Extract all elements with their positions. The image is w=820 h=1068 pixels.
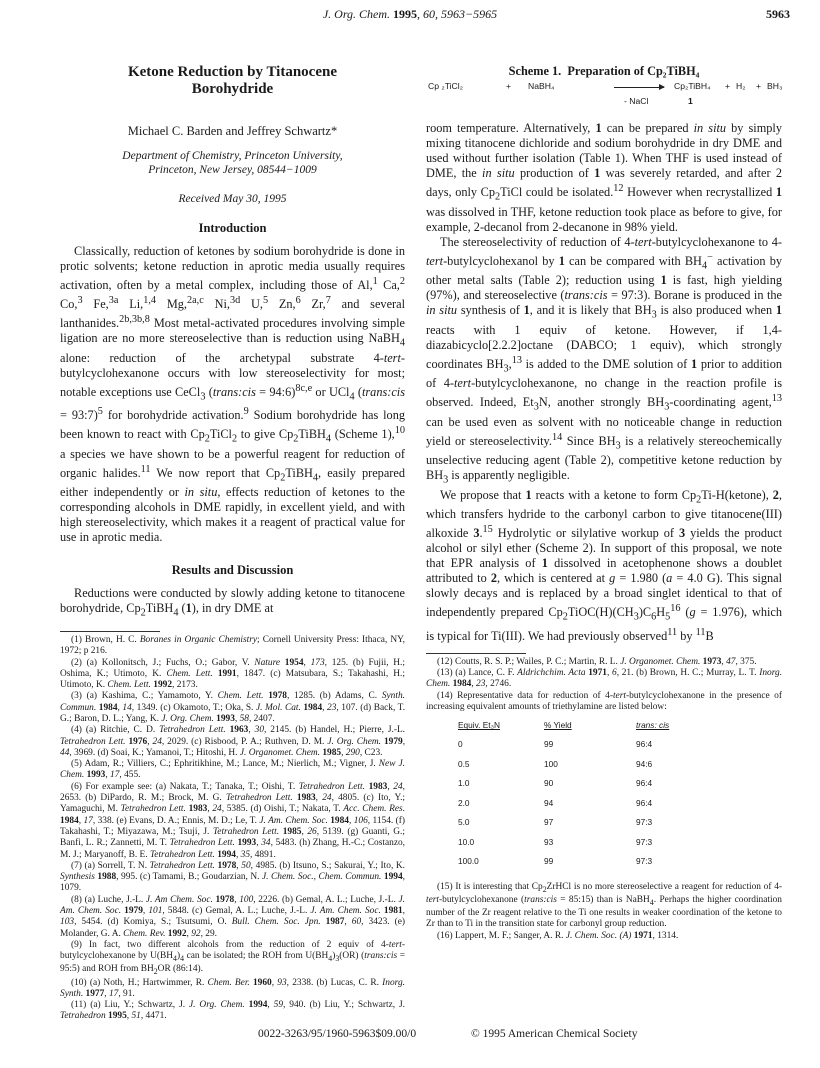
table-cell: 10.0 (458, 836, 475, 847)
scheme-reactant-1: Cp ₂TiCl₂ (428, 81, 463, 91)
table-row (458, 856, 696, 876)
scheme-product-1: Cp₂TiBH₄ (674, 81, 711, 91)
scheme-product-2: H₂ (736, 81, 746, 91)
results-text-continued: room temperature. Alternatively, 1 can be prepared in situ by simply mixing titanocene dichloride and sodium borohydride in dry DME and used without further isolation (Table 1). When THF is used instead of DME, the in situ production of 1 was severely retarded, and after 2 days, only $Cp_2TiCl$ could be isolated.$^{12}$ However when recrystallized 1 was dissolved in THF, ketone reduction took place as before to give, for example, 2-decanol from 2-decanone in 98% yield. The stereoselectivity of reduction of 4-tert-butylcyclohexanone to 4-tert-butylcyclohexanol by 1 can be compared with $BH_4^-$ activation by other metal salts (Table 2); reduction using 1 is fast, high yielding (97%), and stereoselective (trans:cis = 97:3). Borane is produced in the in situ synthesis of 1, and it is likely that $BH_3$ is also produced when 1 reacts with 1 equiv of ketone. However, if 1,4-diazabicyclo[2.2.2]octane (DABCO; 1 equiv), which strongly coordinates $BH_3,^{13}$ is added to the DME solution of 1 prior to addition of 4-tert-butylcyclohexanone, no change in the reaction profile is observed. Indeed, $Et_3N$, another strongly $BH_3$-coordinating agent,$^{13}$ can be used even as solvent with no noticeable change in reduction yield or stereoselectivity.$^{14}$ Since $BH_3$ is a relatively stereochemically unselective reducing agent (Table 2), competitive ketone reduction by $BH_3$ is apparently negligible. We propose that 1 reacts with a ketone to form $Cp_2Ti-H(ketone)$, 2, which transfers hydride to the carbonyl carbon to give titanocene(III) alkoxide 3.15 Hydrolytic or silylative workup of 3 yields the product alcohol or silyl ether (Scheme 2). In support of this proposal, we note that EPR analysis of 1 dissolved in acetophenone shows a doublet attributed to 2, which is centered at g = 1.980 (a = 4.0 G). This signal slowly decays and is replaced by a broad singlet identical to that of independently prepared $Cp_2TiOC(H)(CH_3)C_6H_5^{16}$ (g = 1.976), which is typical for Ti(III). We had previously observed$^{11}$ by $^{11}$B (426, 121, 783, 643)
table-cell: 99 (544, 739, 554, 750)
table-cell: 0 (458, 739, 463, 750)
section-heading-introduction: Introduction (198, 221, 267, 235)
table-row (458, 817, 696, 837)
article-code: 0022-3263/95/1960-5963$09.00/0 (258, 1028, 417, 1040)
table-row (458, 739, 696, 759)
results-text-start: Reductions were conducted by slowly adding ketone to titanocene borohydride, $Cp_2TiBH_4$ (1), in dry DME at (60, 586, 405, 619)
footnote-rule-right (426, 653, 526, 654)
scheme-reactant-2: NaBH₄ (528, 81, 555, 91)
journal-citation: J. Org. Chem. 1995, 60, 5963−5965 (322, 7, 498, 21)
table-header-trans-cis: trans: cis (636, 720, 670, 731)
section-heading-results: Results and Discussion (171, 563, 294, 578)
page-number: 5963 (766, 7, 790, 21)
scheme-equation (426, 81, 782, 113)
footnotes-right: (12) Coutts, R. S. P.; Wailes, P. C.; Martin, R. L. J. Organomet. Chem. 1973, 47, 375. (13) (a) Lance, C. F. Aldrichchim. Acta 1971, 6, 21. (b) Brown, H. C.; Murray, L. T. Inorg. Chem. 1984, 23, 2746. (14) Representative data for reduction of 4-tert-butylcyclohexanone in the presence of increasing equivalent amounts of triethylamine are listed below: (426, 656, 783, 713)
footnotes-left: (1) Brown, H. C. Boranes in Organic Chemistry; Cornell University Press: Ithaca, NY, 1972; p 216. (2) (a) Kollonitsch, J.; Fuchs, O.; Gabor, V. Nature 1954, 173, 125. (b) Fujii, H.; Oshima, K.; Utimoto, K. Chem. Lett. 1991, 1847. (c) Matsubara, S.; Takahashi, H.; Utimoto, K. Chem. Lett. 1992, 2173. (3) (a) Kashima, C.; Yamamoto, Y. Chem. Lett. 1978, 1285. (b) Adams, C. Synth. Commun. 1984, 14, 1349. (c) Okamoto, T.; Oka, S. J. Mol. Cat. 1984, 23, 107. (d) Back, T. G.; Baron, D. L.; Yang, K. J. Org. Chem. 1993, 58, 2407. (4) (a) Ritchie, C. D. Tetrahedron Lett. 1963, 30, 2145. (b) Handel, H.; Pierre, J.-L. Tetrahedron Lett. 1976, 24, 2029. (c) Risbood, P. A.; Ruthven, D. M. J. Org. Chem. 1979, 44, 3969. (d) Soai, K.; Yamanoi, T.; Hitoshi, H. J. Organomet. Chem. 1985, 290, C23. (5) Adam, R.; Villiers, C.; Ephritikhine, M.; Lance, M.; Nierlich, M.; Vigner, J. New J. Chem. 1993, 17, 455. (6) For example see: (a) Nakata, T.; Tanaka, T.; Oishi, T. Tetrahedron Lett. 1983, 24, 2653. (b) DiPardo, R. M.; Brock, M. G. Tetrahedron Lett. 1983, 24, 4805. (c) Ito, Y.; Yamaguchi, M. Tetrahedron Lett. 1983, 24, 5385. (d) Oishi, T.; Nakata, T. Acc. Chem. Res. 1984, 17, 338. (e) Evans, D. A.; Ennis, M. D.; Le, T. J. Am. Chem. Soc. 1984, 106, 1154. (f) Takahashi, T.; Miyazawa, M.; Tsuji, J. Tetrahedron Lett. 1985, 26, 5139. (g) Guanti, G.; Banfi, L. R.; Zannetti, M. T. Tetrahedron Lett. 1993, 34, 5483. (h) Zhang, H.-C.; Costanzo, M. J.; Maryanoff, B. E. Tetrahedron Lett. 1994, 35, 4891. (7) (a) Sorrell, T. N. Tetrahedron Lett. 1978, 50, 4985. (b) Itsuno, S.; Sakurai, Y.; Ito, K. Synthesis 1988, 995. (c) Tamami, B.; Goudarzian, N. J. Chem. Soc., Chem. Commun. 1994, 1079. (8) (a) Luche, J.-L. J. Am Chem. Soc. 1978, 100, 2226. (b) Gemal, A. L.; Luche, J.-L. J. Am. Chem. Soc. 1979, 101, 5848. (c) Gemal, A. L.; Luche, J.-L. J. Am. Chem. Soc. 1981, 103, 5454. (d) Komiya, S.; Tsutsumi, O. Bull. Chem. Soc. Jpn. 1987, 60, 3423. (e) Molander, G. A. Chem. Rev. 1992, 92, 29. (9) In fact, two different alcohols from the reduction of 2 equiv of 4-tert-butylcyclohexanone by $U(BH_4)_4$ can be isolated; the ROH from $U(BH_4)_3(OR)$ (trans:cis = 95:5) and ROH from $BH_2OR$ (86:14). (10) (a) Noth, H.; Hartwimmer, R. Chem. Ber. 1960, 93, 2338. (b) Lucas, C. R. Inorg. Synth. 1977, 17, 91. (11) (a) Liu, Y.; Schwartz, J. J. Org. Chem. 1994, 59, 940. (b) Liu, Y.; Schwartz, J. Tetrahedron 1995, 51, 4471. (60, 634, 406, 1022)
table-cell: 97:3 (636, 836, 653, 847)
table-row (458, 837, 696, 857)
table-cell: 94:6 (636, 758, 653, 769)
table-cell: 100.0 (458, 856, 479, 867)
running-header (0, 7, 820, 25)
reaction-arrow-icon (614, 87, 664, 88)
table-row (458, 759, 696, 779)
scheme-compound-number: 1 (688, 96, 693, 106)
table-row (458, 778, 696, 798)
authors: Michael C. Barden and Jeffrey Schwartz* (127, 124, 338, 138)
scheme-plus-2: + (725, 81, 731, 91)
table-cell: 96:4 (636, 778, 653, 789)
table-cell: 0.5 (458, 758, 470, 769)
table-cell: 96:4 (636, 797, 653, 808)
scheme-plus-3: + (756, 81, 762, 91)
table-cell: 100 (544, 758, 558, 769)
scheme-title: Scheme 1. Preparation of Cp₂TiBH₄ (508, 64, 700, 78)
table-header-row (458, 720, 696, 739)
table-cell: 99 (544, 856, 554, 867)
table-cell: 97 (544, 817, 554, 828)
table-cell: 97:3 (636, 856, 653, 867)
footnotes-right-continued: (15) It is interesting that $Cp_2ZrHCl$ is no more stereoselective a reagent for reduction of 4-tert-butylcyclohexanone (trans:cis = 85:15) than is NaBH$_4$. Perhaps the higher coordination number of the Zr reagent relative to the Ti one results in weaker coordination of the ketone to Zr than to Ti in the transition state for carbonyl group reduction. (16) Lappert, M. F.; Sanger, A. R. J. Chem. Soc. (A) 1971, 1314. (426, 881, 783, 941)
footnote-rule (60, 631, 160, 632)
right-column (426, 64, 782, 942)
table-cell: 96:4 (636, 739, 653, 750)
scheme-product-3: BH₃ (767, 81, 783, 91)
left-column (60, 64, 405, 1023)
table-cell: 93 (544, 836, 554, 847)
copyright-notice: © 1995 American Chemical Society (471, 1028, 638, 1040)
scheme-plus-1: + (506, 81, 512, 91)
table-header-yield: % Yield (544, 720, 572, 731)
table-cell: 94 (544, 797, 554, 808)
footnote-14-table (458, 720, 696, 876)
affiliation: Department of Chemistry, Princeton University, Princeton, New Jersey, 08544−1009 (122, 150, 343, 176)
table-cell: 97:3 (636, 817, 653, 828)
received-date: Received May 30, 1995 (178, 193, 287, 205)
table-row (458, 798, 696, 818)
scheme-byproduct: - NaCl (624, 96, 649, 106)
table-cell: 1.0 (458, 778, 470, 789)
table-cell: 5.0 (458, 817, 470, 828)
table-cell: 90 (544, 778, 554, 789)
table-cell: 2.0 (458, 797, 470, 808)
table-header-equiv: Equiv. Et₃N (458, 720, 500, 731)
article-title: Ketone Reduction by Titanocene Borohydride (127, 64, 338, 97)
introduction-text: Classically, reduction of ketones by sodium borohydride is done in protic solvents; ketone reduction in aprotic media usually requires activation, often by a metal complex, including those of Al,$^1$ Ca,$^2$ Co,$^3$ Fe,$^{3a}$ Li,$^{1,4}$ Mg,$^{2a,c}$ Ni,$^{3d}$ U,$^5$ Zn,$^6$ Zr,$^7$ and several lanthanides.$^{2b,3b,8}$ Most metal-activated procedures involving simple ligation are no more stereoselective than is reduction using NaBH$_4$ alone: reduction of the archetypal substrate 4-tert-butylcyclohexanone occurs with low stereoselectivity for most; notable exceptions use CeCl$_3$ (trans:cis = 94:6)$^{8c,e}$ or UCl$_4$ (trans:cis = 93:7)$^5$ for borohydride activation.$^9$ Sodium borohydride has long been known to react with $Cp_2TiCl_2$ to give $Cp_2TiBH_4$ (Scheme 1),$^{10}$ a species we have shown to be a powerful reagent for reduction of organic halides.$^{11}$ We now report that $Cp_2TiBH_4$, easily prepared either independently or in situ, effects reduction of ketones to the corresponding alcohols in DME rapidly, in excellent yield, and with high stereoselectivity, which makes it a reagent of practical value for use in aprotic media. (60, 244, 406, 545)
